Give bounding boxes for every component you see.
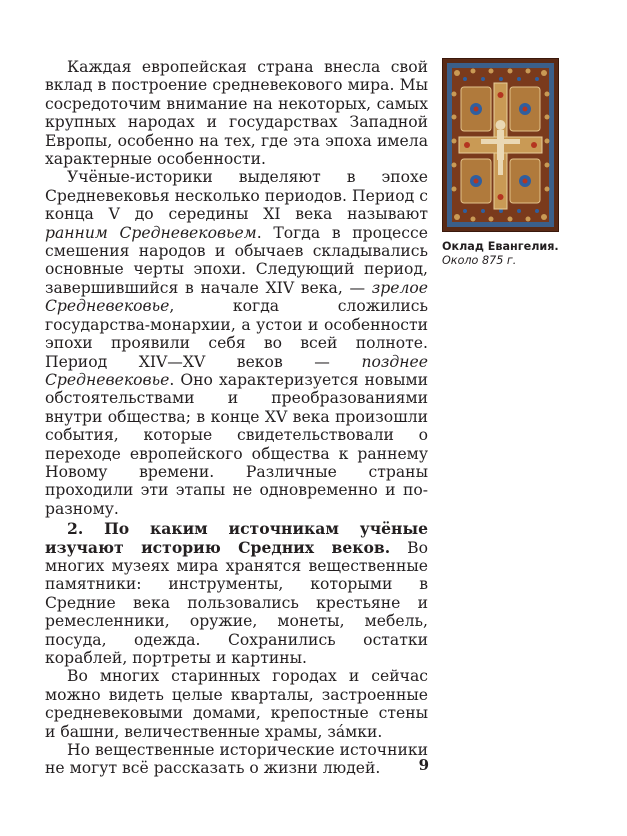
- paragraph-intro: Каждая европейская страна внесла свой вклад в построение средневекового мира. Мы сосредоточим внимание на некоторых, самых крупных народах и государствах Западной Европы, особенно на тех, где эта эпоха имела характерные особенности.: [45, 58, 428, 169]
- caption-title: Оклад Евангелия.: [442, 240, 559, 253]
- term-late-middle-ages: позднее Средневековье: [45, 352, 428, 389]
- paragraph-cities: Во многих старинных городах и сейчас можно видеть целые кварталы, застроенные средневековыми домами, крепостные стены и башни, величественные храмы, зáмки.: [45, 667, 428, 741]
- term-early-middle-ages: ранним Средневековьем: [45, 223, 257, 242]
- paragraph-periods: [45, 168, 428, 518]
- figure-caption: [442, 240, 602, 268]
- body-text: [45, 58, 428, 778]
- gospel-cover-icon: [443, 59, 558, 231]
- paragraph-sources: [45, 520, 428, 667]
- periods-text-c: , когда сложились государства-монархии, а устои и особенности эпохи проявили себя во всей полноте. Период XIV—XV веков —: [45, 297, 428, 371]
- paragraph-limits: Но вещественные исторические источники не могут всё рассказать о жизни людей.: [45, 741, 428, 778]
- sources-text: Во многих музеях мира хранятся вещественные памятники: инструменты, которыми в Средние века пользовались крестьяне и ремесленники, оружие, монеты, мебель, посуда, одежда. Сохранились остатки кораблей, портреты и картины.: [45, 538, 428, 667]
- term-high-middle-ages: зрелое Средневековье: [45, 278, 428, 316]
- periods-text-b: . Тогда в процессе смешения народов и обычаев складывались основные черты эпохи. Следующий период, завершившийся в начале XIV века, —: [45, 223, 428, 297]
- periods-text-d: . Оно характеризуется новыми обстоятельствами и преобразованиями внутри общества; в конце XV века произошли события, которые свидетельствовали о переходе европейского общества к раннему Новому времени. Различные страны проходили эти этапы не одновременно и по-разному.: [45, 370, 428, 518]
- page-number: 9: [418, 756, 429, 774]
- caption-date: Около 875 г.: [442, 254, 517, 267]
- section-heading: 2. По каким источникам учёные изучают историю Средних веков.: [45, 519, 428, 557]
- periods-text-a: Учёные-историки выделяют в эпохе Средневековья несколько периодов. Период с конца V до середины XI века называют: [45, 168, 428, 224]
- gospel-cover-image: [442, 58, 559, 232]
